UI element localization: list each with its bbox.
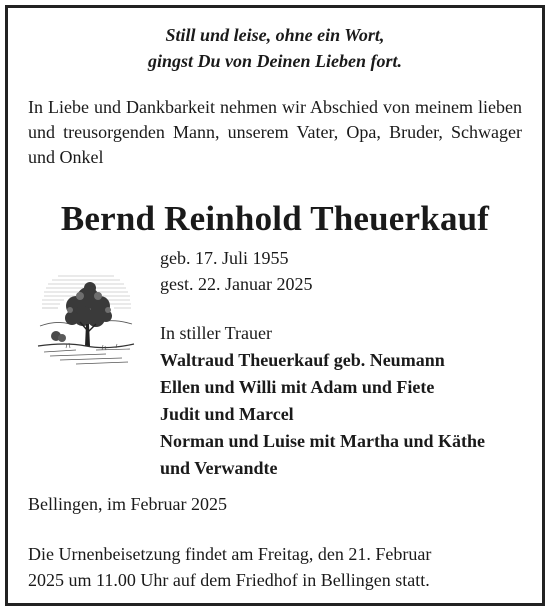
- mourner-2: Ellen und Willi mit Adam und Fiete: [160, 377, 435, 397]
- deceased-name: Bernd Reinhold Theuerkauf: [60, 199, 490, 238]
- mourning-block: [160, 320, 485, 482]
- death-date: gest. 22. Januar 2025: [160, 274, 313, 294]
- poem-line-1: Still und leise, ohne ein Wort,: [165, 25, 385, 45]
- mourner-1: Waltraud Theuerkauf geb. Neumann: [160, 350, 445, 370]
- mourning-label: In stiller Trauer: [160, 323, 272, 343]
- life-dates: [160, 245, 312, 297]
- tree-illustration-icon: [36, 266, 136, 371]
- funeral-line-2: 2025 um 11.00 Uhr auf dem Friedhof in Bellingen statt.: [28, 570, 430, 590]
- birth-date: geb. 17. Juli 1955: [160, 248, 289, 268]
- funeral-info: [28, 541, 522, 593]
- obituary-notice: [5, 5, 545, 606]
- mourner-3: Judit und Marcel: [160, 404, 294, 424]
- poem-line-2: gingst Du von Deinen Lieben fort.: [147, 51, 402, 71]
- funeral-line-1: Die Urnenbeisetzung findet am Freitag, den 21. Februar: [28, 544, 432, 564]
- intro-text: In Liebe und Dankbarkeit nehmen wir Abschied von meinem lieben und treusorgenden Mann, unserem Vater, Opa, Bruder, Schwager und Onkel: [28, 97, 522, 167]
- mourner-5: und Verwandte: [160, 458, 278, 478]
- place-date: Bellingen, im Februar 2025: [28, 494, 227, 514]
- mourner-4: Norman und Luise mit Martha und Käthe: [160, 431, 486, 451]
